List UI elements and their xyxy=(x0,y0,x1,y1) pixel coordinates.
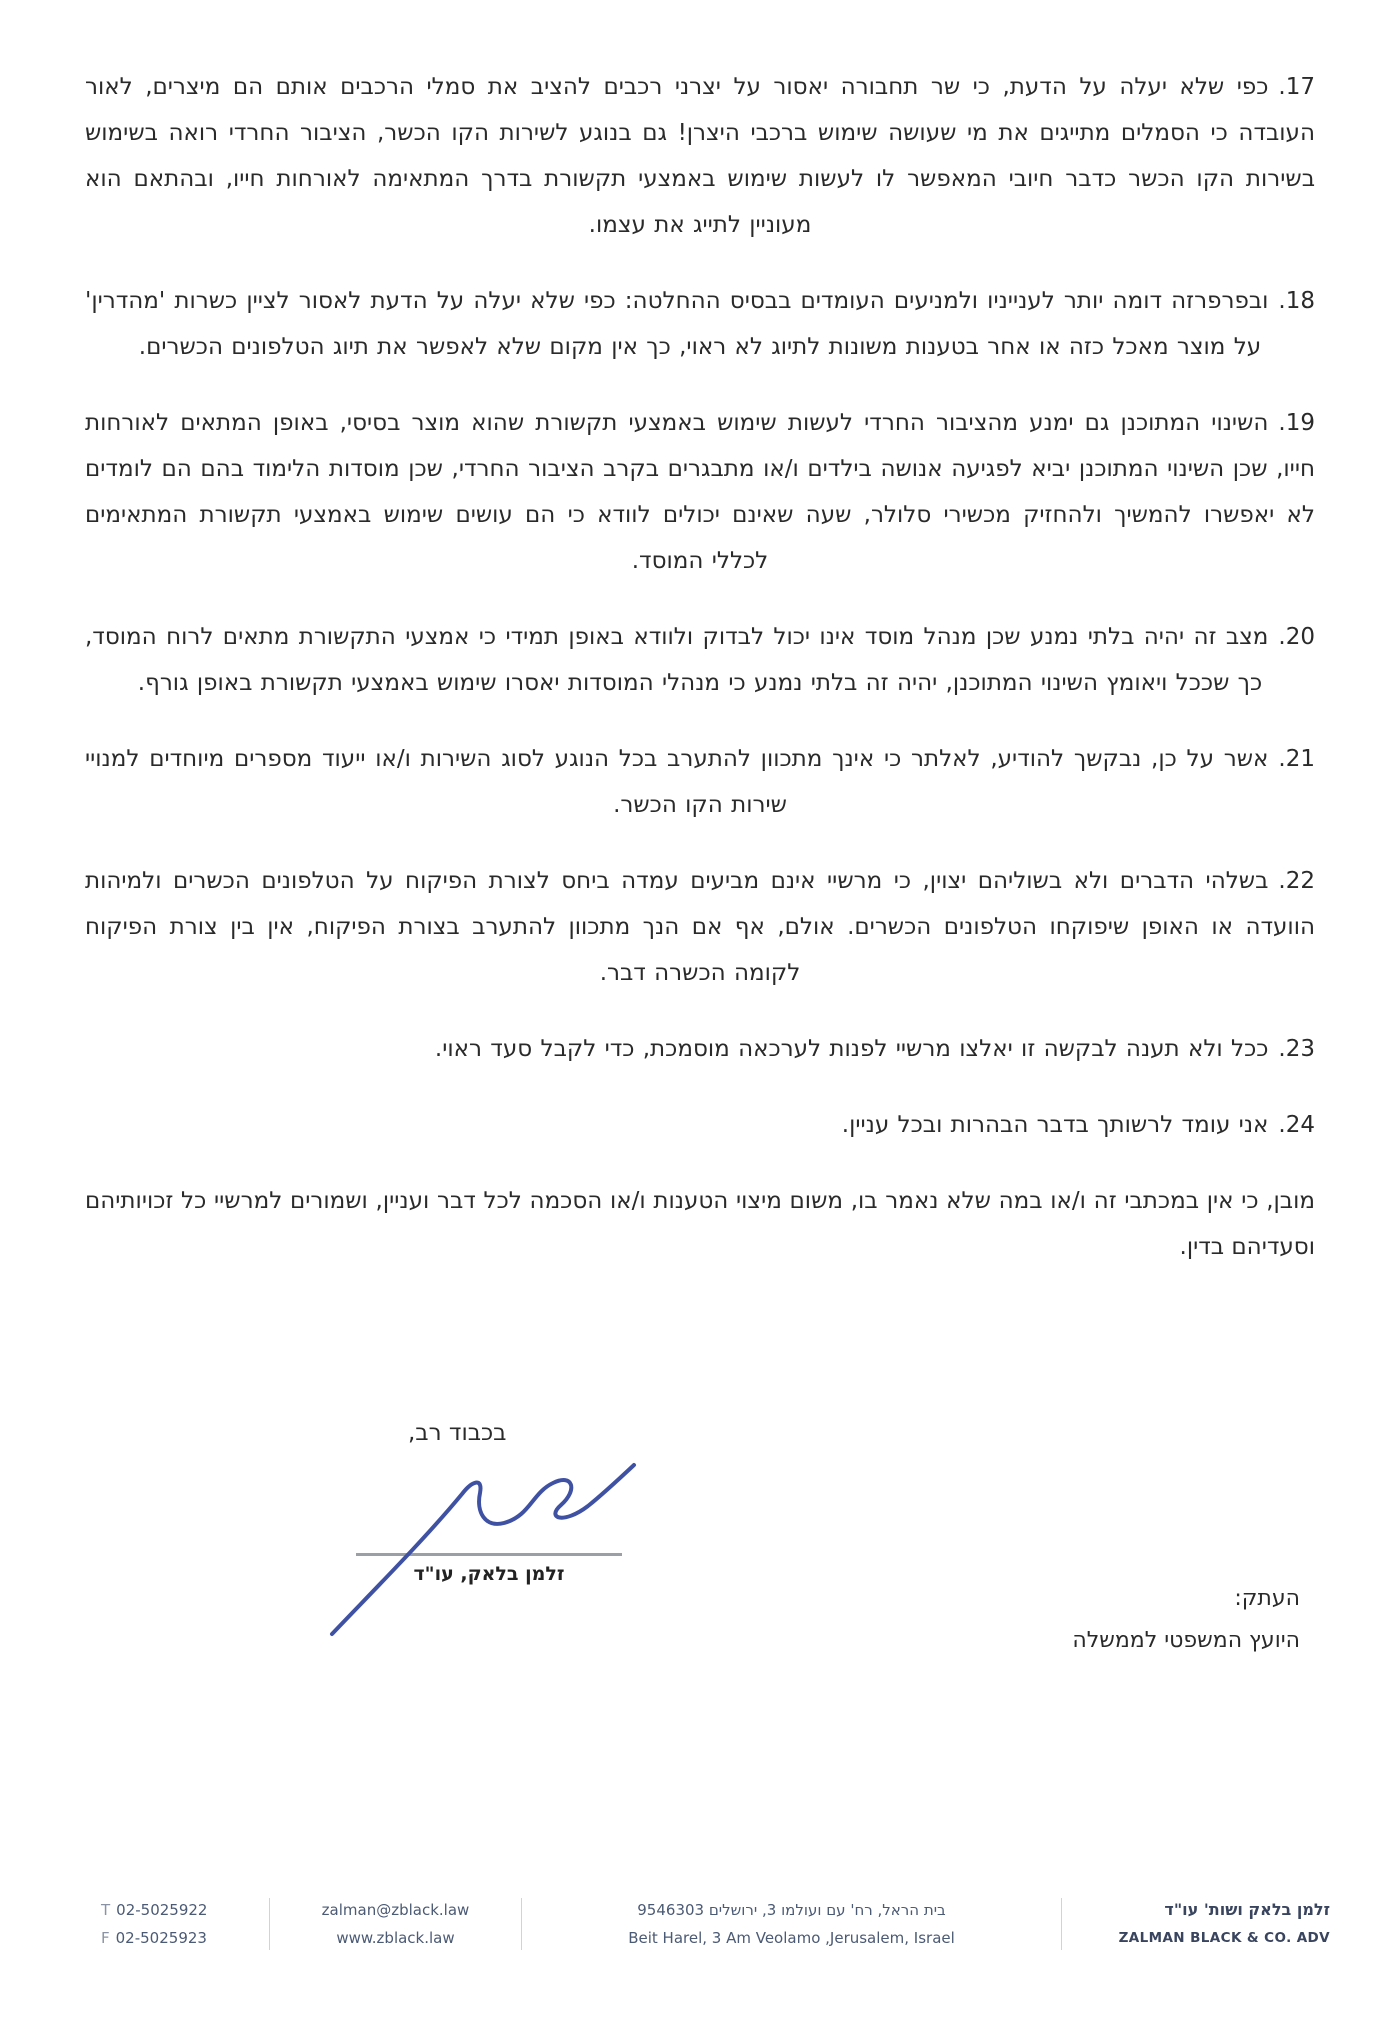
paragraph-number: 23. xyxy=(1278,1036,1315,1062)
closing-paragraph: מובן, כי אין במכתבי זה ו/או במה שלא נאמר בו, משום מיצוי הטענות ו/או הסכמה לכל דבר ועניין, ושמורים למרשיי כל זכויותיהם וסעדיהם בדין. xyxy=(85,1188,1315,1260)
paragraph-text: מצב זה יהיה בלתי נמנע שכן מנהל מוסד אינו יכול לבדוק ולוודא באופן תמידי כי אמצעי התקשורת מתאים לרוח המוסד, כך שככל ויאומץ השינוי המתוכנן, יהיה זה בלתי נמנע כי מנהלי המוסדות יאסרו שימוש באמצעי תקשורת באופן גורף. xyxy=(85,624,1269,696)
footer-email: zalman@zblack.law xyxy=(321,1901,470,1919)
footer-phone-block xyxy=(95,1896,269,1952)
paragraph-number: 17. xyxy=(1278,74,1315,100)
paragraph-text: השינוי המתוכנן גם ימנע מהציבור החרדי לעשות שימוש באמצעי תקשורת שהוא מוצר בסיסי, באופן המתאים לאורחות חייו, שכן השינוי המתוכנן יביא לפגיעה אנושה בילדים ו/או מתבגרים בקרב הציבור החרדי, שכן מוסדות הלימוד בהם הם לומדים לא יאפשרו להמשיך ולהחזיק מכשירי סלולר, שעה שאינם יכולים לוודא כי הם עושים שימוש באמצעי תקשורת המתאימים לכללי המוסד. xyxy=(85,410,1315,574)
paragraph-text: אשר על כן, נבקשך להודיע, לאלתר כי אינך מתכוון להתערב בכל הנוגע לסוג השירות ו/או ייעוד מספרים מיוחדים למנויי שירות הקו הכשר. xyxy=(85,746,1269,818)
paragraph-text: אני עומד לרשותך בדבר הבהרות ובכל עניין. xyxy=(841,1112,1269,1138)
letter-body xyxy=(85,64,1315,1270)
footer-address-english: Beit Harel, 3 Am Veolamo ,Jerusalem, Israel xyxy=(628,1929,955,1947)
phone-label: T xyxy=(101,1901,111,1919)
paragraph-text: בשלהי הדברים ולא בשוליהם יצוין, כי מרשיי אינם מביעים עמדה ביחס לצורת הפיקוח על הטלפונים הכשרים ולמיהות הוועדה או האופן שיפוקחו הטלפונים הכשרים. אולם, אף אם הנך מתכוון להתערב בצורת הפיקוח, אין בין צורת הפיקוח לקומה הכשרה דבר. xyxy=(85,868,1315,986)
numbered-paragraph xyxy=(85,614,1315,706)
phone-number: 02-5025922 xyxy=(116,1901,208,1919)
paragraph-text: כפי שלא יעלה על הדעת, כי שר תחבורה יאסור על יצרני רכבים להציב את סמלי הרכבים אותם הם מיצרים, לאור העובדה כי הסמלים מתייגים את מי שעושה שימוש ברכבי היצרן! גם בנוגע לשירות הקו הכשר, הציבור החרדי רואה בשימוש בשירות הקו הכשר כדבר חיובי המאפשר לו לעשות שימוש באמצעי תקשורת בדרך המתאימה לאורחות חייו, ובהתאם הוא מעוניין לתייג את עצמו. xyxy=(85,74,1315,238)
paragraph-number: 24. xyxy=(1278,1112,1315,1138)
letterhead-footer xyxy=(95,1896,1330,1952)
footer-web-block xyxy=(270,1896,521,1952)
paragraph-text: ככל ולא תענה לבקשה זו יאלצו מרשיי לפנות לערכאה מוסמכת, כדי לקבל סעד ראוי. xyxy=(434,1036,1269,1062)
firm-name-english: ZALMAN BLACK & CO. ADV xyxy=(1118,1930,1330,1946)
footer-phone xyxy=(101,1896,251,1924)
numbered-paragraph xyxy=(85,858,1315,996)
paragraph-number: 19. xyxy=(1278,410,1315,436)
numbered-paragraph xyxy=(85,1026,1315,1072)
footer-firm-block xyxy=(1062,1896,1330,1952)
footer-address-hebrew: בית הראל, רח' עם ועולמו 3, ירושלים 9546303 xyxy=(637,1901,946,1919)
numbered-paragraph xyxy=(85,736,1315,828)
numbered-paragraph xyxy=(85,278,1315,370)
copy-block xyxy=(1072,1578,1300,1662)
numbered-paragraph xyxy=(85,1102,1315,1148)
paragraph-number: 20. xyxy=(1278,624,1315,650)
handwritten-signature xyxy=(322,1452,652,1647)
numbered-paragraph xyxy=(85,400,1315,584)
fax-label: F xyxy=(101,1929,110,1947)
signatory-name: זלמן בלאק, עו"ד xyxy=(413,1563,565,1585)
numbered-paragraph xyxy=(85,64,1315,248)
paragraph-text: ובפרפרזה דומה יותר לענייניו ולמניעים העומדים בבסיס ההחלטה: כפי שלא יעלה על הדעת לאסור לציין כשרות 'מהדרין' על מוצר מאכל כזה או אחר בטענות משונות לתיוג לא ראוי, כך אין מקום שלא לאפשר את תיוג הטלפונים הכשרים. xyxy=(85,288,1269,360)
footer-fax xyxy=(101,1924,251,1952)
paragraph-number: 21. xyxy=(1278,746,1315,772)
paragraph-number: 18. xyxy=(1278,288,1315,314)
copy-recipient: היועץ המשפטי לממשלה xyxy=(1072,1628,1300,1653)
footer-address-block xyxy=(522,1896,1061,1952)
paragraph-number: 22. xyxy=(1278,868,1315,894)
footer-website: www.zblack.law xyxy=(336,1929,455,1947)
firm-name-hebrew: זלמן בלאק ושות' עו"ד xyxy=(1164,1900,1330,1919)
copy-label: העתק: xyxy=(1234,1586,1300,1611)
fax-number: 02-5025923 xyxy=(115,1929,207,1947)
closing-salutation: בכבוד רב, xyxy=(408,1420,507,1446)
